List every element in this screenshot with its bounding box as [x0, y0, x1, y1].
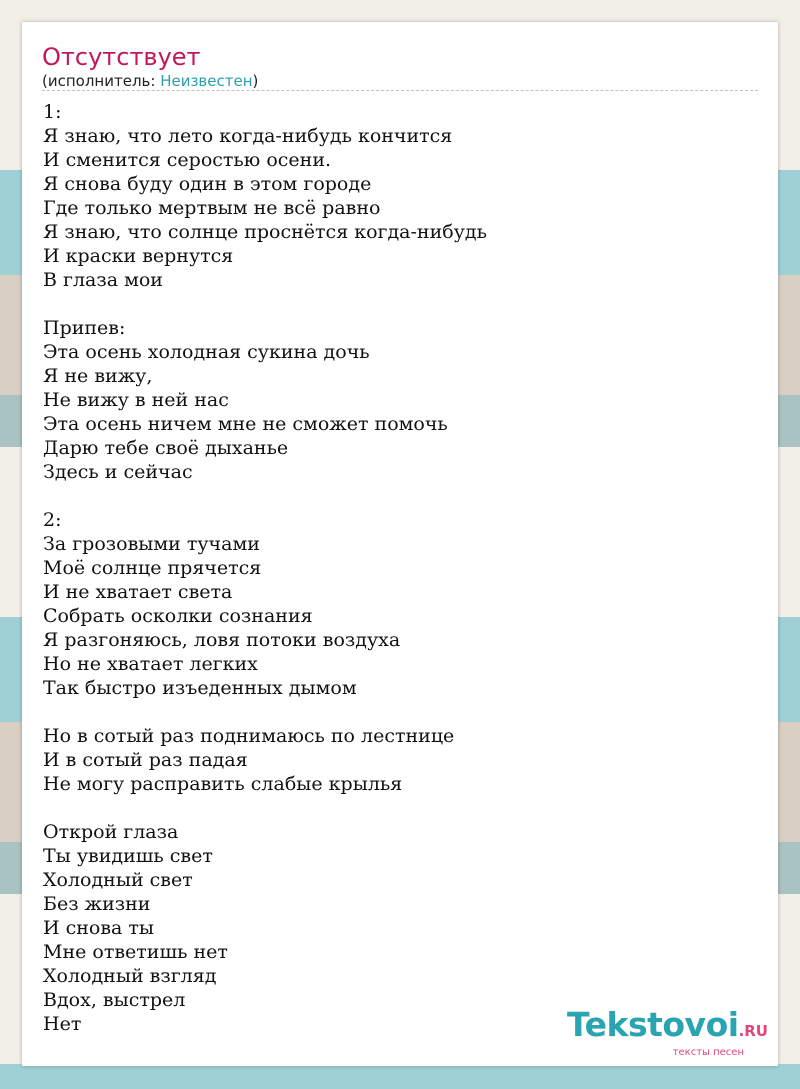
artist-line — [42, 72, 258, 90]
lyric-line: Ты увидишь свет — [43, 845, 213, 867]
lyric-line: Я знаю, что лето когда-нибудь кончится — [43, 125, 453, 147]
lyric-line: Но в сотый раз поднимаюсь по лестнице — [43, 725, 455, 747]
lyric-line: За грозовыми тучами — [43, 533, 260, 555]
lyric-line — [43, 796, 487, 820]
lyric-line: Не могу расправить слабые крылья — [43, 773, 403, 795]
lyric-line: Вдох, выстрел — [43, 989, 186, 1011]
logo-name: Tekstovoi — [567, 1005, 739, 1044]
lyric-line: Нет — [43, 1013, 82, 1035]
lyric-line: Я снова буду один в этом городе — [43, 173, 372, 195]
lyric-line: Я разгоняюсь, ловя потоки воздуха — [43, 629, 401, 651]
lyric-line: Моё солнце прячется — [43, 557, 262, 579]
lyrics-card — [22, 22, 778, 1066]
lyric-line: Мне ответишь нет — [43, 941, 228, 963]
lyric-line: И снова ты — [43, 917, 155, 939]
lyric-line — [43, 484, 487, 508]
lyric-line: Дарю тебе своё дыханье — [43, 437, 289, 459]
lyric-line: И сменится серостью осени. — [43, 149, 332, 171]
lyrics-text — [43, 100, 487, 1036]
lyric-line: Не вижу в ней нас — [43, 389, 229, 411]
lyric-line: Я не вижу, — [43, 365, 153, 387]
site-logo[interactable] — [567, 1005, 768, 1058]
lyric-line: 2: — [43, 509, 62, 531]
lyric-line: Холодный взгляд — [43, 965, 217, 987]
lyric-line: Так быстро изъеденных дымом — [43, 677, 357, 699]
lyric-line — [43, 700, 487, 724]
artist-suffix: ) — [252, 72, 259, 90]
artist-link[interactable]: Неизвестен — [160, 72, 253, 90]
lyric-line: Эта осень ничем мне не сможет помочь — [43, 413, 448, 435]
lyric-line: Где только мертвым не всё равно — [43, 197, 381, 219]
lyric-line — [43, 292, 487, 316]
lyric-line: 1: — [43, 101, 62, 123]
lyric-line: Холодный свет — [43, 869, 193, 891]
lyric-line: Открой глаза — [43, 821, 179, 843]
lyric-line: Эта осень холодная сукина дочь — [43, 341, 370, 363]
lyric-line: Припев: — [43, 317, 126, 339]
lyric-line: Здесь и сейчас — [43, 461, 193, 483]
lyric-line: Без жизни — [43, 893, 151, 915]
lyric-line: Собрать осколки сознания — [43, 605, 313, 627]
logo-tagline: тексты песен — [672, 1047, 744, 1058]
artist-prefix: (исполнитель: — [42, 72, 161, 90]
lyric-line: И краски вернутся — [43, 245, 234, 267]
logo-tld: .RU — [738, 1022, 768, 1040]
lyric-line: И в сотый раз падая — [43, 749, 248, 771]
lyric-line: И не хватает света — [43, 581, 233, 603]
lyric-line: Но не хватает легких — [43, 653, 258, 675]
lyric-line: Я знаю, что солнце проснётся когда-нибудь — [43, 221, 487, 243]
logo-wordmark — [567, 1005, 768, 1048]
song-title: Отсутствует — [42, 43, 201, 71]
lyric-line: В глаза мои — [43, 269, 163, 291]
title-divider — [42, 90, 758, 91]
